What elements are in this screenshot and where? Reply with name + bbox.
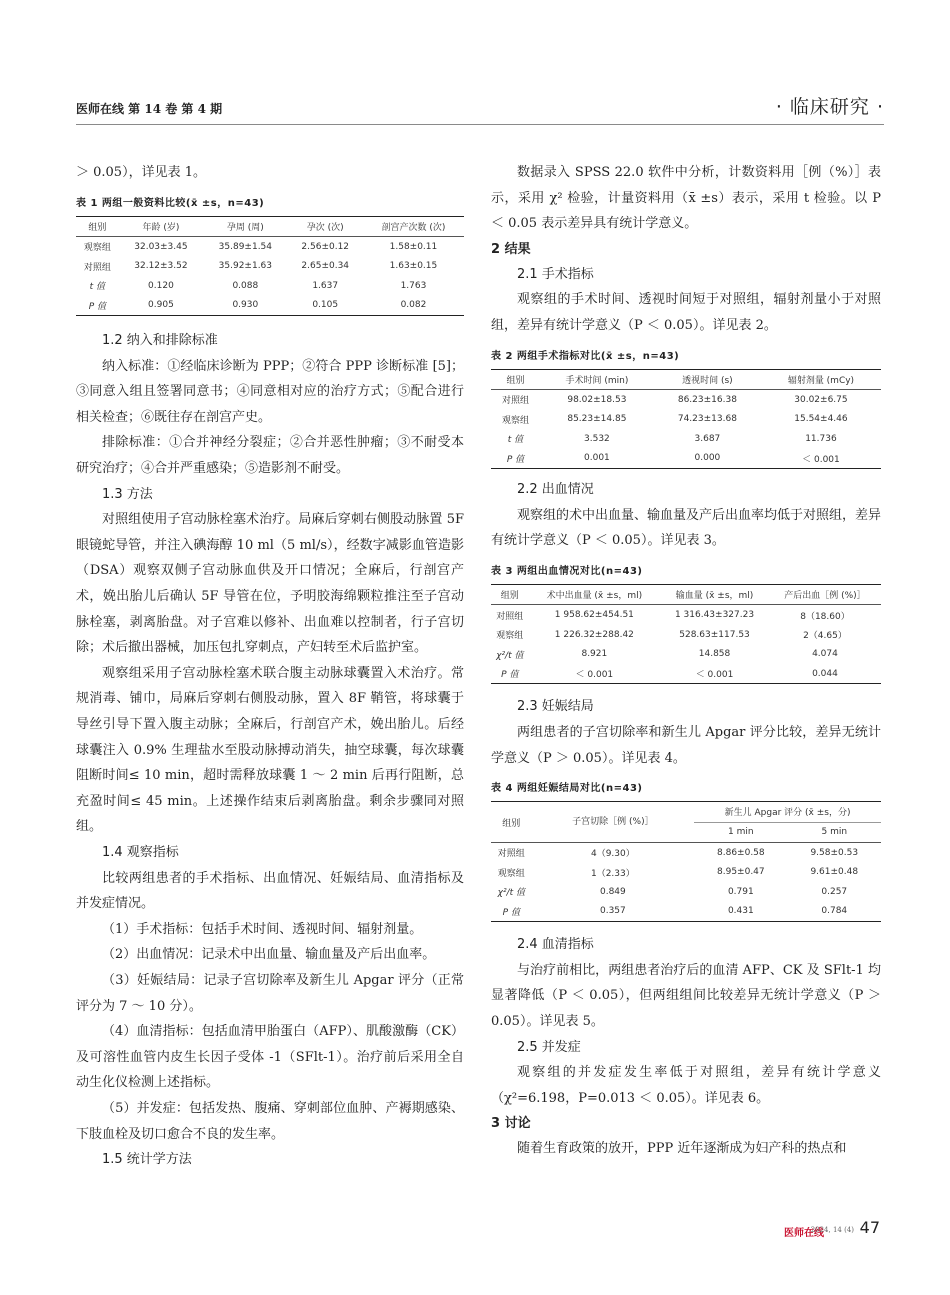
bleeding-paragraph: 观察组的术中出血量、输血量及产后出血率均低于对照组，差异有统计学意义（P ＜ 0.05）。详见表 3。 xyxy=(491,507,882,549)
cell: 30.02±6.75 xyxy=(794,394,848,405)
cell: 观察组 xyxy=(83,243,111,254)
table4-caption: 表 4 两组妊娠结局对比(n=43) xyxy=(491,783,643,795)
section-2-3-heading: 2.3 妊娠结局 xyxy=(517,699,594,715)
discussion-paragraph: 随着生育政策的放开，PPP 近年逐渐成为妇产科的热点和 xyxy=(517,1141,847,1157)
cell: 1.637 xyxy=(312,280,339,291)
cell: 2.65±0.34 xyxy=(301,261,350,272)
surgery-indicators-paragraph: 观察组的手术时间、透视时间短于对照组，辐射剂量小于对照组，差异有统计学意义（P ＜ 0.05）。详见表 2。 xyxy=(491,292,881,333)
cell: 2（4.65） xyxy=(803,631,847,642)
cell: 86.23±16.38 xyxy=(677,394,737,405)
cell: P 值 xyxy=(491,664,529,684)
table4-header: 组别 xyxy=(491,802,532,843)
table-row xyxy=(491,625,881,645)
section-2-5-heading: 2.5 并发症 xyxy=(517,1039,581,1055)
cell: 1 958.62±454.51 xyxy=(554,610,634,621)
table1-caption: 表 1 两组一般资料比较(x̄ ±s，n=43) xyxy=(76,197,265,209)
table4-header: 5 min xyxy=(788,822,881,843)
cell: 15.54±4.46 xyxy=(794,414,848,425)
table4 xyxy=(491,801,881,922)
cell: 9.61±0.48 xyxy=(810,867,859,878)
cell: 0.930 xyxy=(203,296,287,316)
cell: 0.257 xyxy=(821,886,848,897)
cell: 2.56±0.12 xyxy=(301,241,350,252)
table-row xyxy=(491,882,881,902)
complication-paragraph: 观察组的并发症发生率低于对照组，差异有统计学意义（χ²=6.198，P=0.013 ＜ 0.05）。详见表 6。 xyxy=(491,1065,881,1106)
cell: 0.791 xyxy=(727,886,754,897)
control-method-paragraph: 对照组使用子宫动脉栓塞术治疗。局麻后穿刺右侧股动脉置 5F 眼镜蛇导管，并注入碘海醇 10 ml（5 ml/s），经数字减影血管造影（DSA）观察双侧子宫动脉血供及开口情况；全麻后，行剖宫产术，娩出胎儿后确认 5F 导管在位，予明胶海绵颗粒推注至子宫动脉栓塞，剥离胎盘。对子宫难以修补、出血难以控制者，行子宫切除；术后撤出器械，加压包扎穿刺点，产妇转至术后监护室。 xyxy=(76,512,464,656)
table-row xyxy=(76,257,464,277)
table2-header: 透视时间 (s) xyxy=(654,369,761,390)
cell: 0.000 xyxy=(654,449,761,469)
cell: ＜ 0.001 xyxy=(529,664,660,684)
section-label: · 临床研究 · xyxy=(775,96,884,118)
indicator-item: （2）出血情况：记录术中出血量、输血量及产后出血率。 xyxy=(102,947,436,963)
section-1-5-heading: 1.5 统计学方法 xyxy=(102,1152,192,1168)
cell: 1（2.33） xyxy=(590,868,635,879)
table-row xyxy=(491,664,881,684)
table1-header: 年龄 (岁) xyxy=(119,216,203,237)
cell: 0.784 xyxy=(788,902,881,922)
indicator-item: （5）并发症：包括发热、腹痛、穿刺部位血肿、产褥期感染、下肢血栓及切口愈合不良的发生率。 xyxy=(76,1100,464,1142)
cell: 对照组 xyxy=(501,396,529,407)
page-number: 47 xyxy=(859,1218,880,1237)
table-row xyxy=(76,296,464,316)
indicator-item: （4）血清指标：包括血清甲胎蛋白（AFP）、肌酸激酶（CK）及可溶性血管内皮生长因子受体 -1（SFlt-1）。治疗前后采用全自动生化仪检测上述指标。 xyxy=(76,1024,464,1091)
table3 xyxy=(491,584,881,685)
table4-header: 子宫切除［例 (%)］ xyxy=(532,802,695,843)
cell: 8（18.60） xyxy=(800,611,850,622)
table2 xyxy=(491,369,881,470)
cell: 74.23±13.68 xyxy=(677,414,737,425)
section-2-4-heading: 2.4 血清指标 xyxy=(517,937,594,953)
cell: 0.905 xyxy=(119,296,203,316)
cell: 0.088 xyxy=(232,280,259,291)
table-row xyxy=(491,429,881,449)
table-row xyxy=(491,390,881,410)
cell: 对照组 xyxy=(83,262,111,273)
cell: 0.105 xyxy=(288,296,363,316)
cell: χ²/t 值 xyxy=(497,888,525,899)
cell: 1.63±0.15 xyxy=(389,261,438,272)
inclusion-criteria: 纳入标准：①经临床诊断为 PPP；②符合 PPP 诊断标准 [5]；③同意入组且签署同意书；④同意相对应的治疗方式；⑤配合进行相关检查；⑥既往存在剖宫产史。 xyxy=(76,358,464,425)
cell: 528.63±117.53 xyxy=(679,629,750,640)
cell: 32.03±3.45 xyxy=(134,241,188,252)
running-header xyxy=(76,98,884,125)
cell: ＜ 0.001 xyxy=(660,664,769,684)
section-1-4-heading: 1.4 观察指标 xyxy=(102,844,179,860)
cell: 1.763 xyxy=(400,280,427,291)
cell: 8.86±0.58 xyxy=(717,847,765,858)
cell: 对照组 xyxy=(497,849,525,860)
table4-header: 新生儿 Apgar 评分 (x̄ ±s，分) xyxy=(694,802,881,823)
cell: 1 316.43±327.23 xyxy=(674,610,755,621)
indicators-paragraph: 比较两组患者的手术指标、出血情况、妊娠结局、血清指标及并发症情况。 xyxy=(76,870,464,912)
cell: 0.120 xyxy=(148,280,174,291)
cell: 0.001 xyxy=(540,449,654,469)
table3-header: 组别 xyxy=(491,584,529,605)
cell: 85.23±14.85 xyxy=(567,414,627,425)
table-row xyxy=(491,644,881,664)
cell: 98.02±18.53 xyxy=(567,394,627,405)
table1-header: 孕次 (次) xyxy=(288,216,363,237)
cell: 8.95±0.47 xyxy=(717,867,765,878)
cell: χ²/t 值 xyxy=(496,650,524,661)
cell: 8.921 xyxy=(581,649,608,660)
cell: 0.082 xyxy=(363,296,464,316)
table1-header: 剖宫产次数 (次) xyxy=(363,216,464,237)
cell: 对照组 xyxy=(496,611,524,622)
table-row xyxy=(491,902,881,922)
cell: 0.431 xyxy=(694,902,787,922)
table-row xyxy=(491,605,881,625)
cell: ＜ 0.001 xyxy=(761,449,881,469)
cell: 3.532 xyxy=(584,433,610,444)
table3-caption: 表 3 两组出血情况对比(n=43) xyxy=(491,565,643,577)
cell: 4.074 xyxy=(812,649,838,660)
table3-header: 输血量 (x̄ ±s，ml) xyxy=(660,584,769,605)
section-2-heading: 2 结果 xyxy=(491,241,531,257)
cell: 35.92±1.63 xyxy=(218,261,273,272)
cell: t 值 xyxy=(507,435,524,446)
table2-caption: 表 2 两组手术指标对比(x̄ ±s，n=43) xyxy=(491,350,680,362)
cell: 35.89±1.54 xyxy=(218,241,273,252)
right-column xyxy=(491,160,881,1162)
section-2-2-heading: 2.2 出血情况 xyxy=(517,482,594,498)
cell: P 值 xyxy=(491,449,540,469)
cell: 4（9.30） xyxy=(590,849,635,860)
cell: P 值 xyxy=(76,296,119,316)
table3-header: 术中出血量 (x̄ ±s，ml) xyxy=(529,584,660,605)
table1 xyxy=(76,216,464,317)
cell: 9.58±0.53 xyxy=(810,847,859,858)
section-3-heading: 3 讨论 xyxy=(491,1116,531,1132)
table3-header: 产后出血［例 (%)］ xyxy=(769,584,881,605)
cell: 1.58±0.11 xyxy=(389,241,438,252)
cell: 14.858 xyxy=(698,649,731,660)
journal-logo: 医师在线 xyxy=(784,1228,824,1239)
statistics-paragraph: 数据录入 SPSS 22.0 软件中分析，计数资料用［例（%）］表示，采用 χ² 检验，计量资料用（x̄ ±s）表示，采用 t 检验。以 P ＜ 0.05 表示差异具有统计学意义。 xyxy=(491,165,881,232)
indicator-item: （1）手术指标：包括手术时间、透视时间、辐射剂量。 xyxy=(102,921,423,937)
left-column xyxy=(76,160,464,1173)
section-1-2-heading: 1.2 纳入和排除标准 xyxy=(102,333,218,349)
serum-paragraph: 与治疗前相比，两组患者治疗后的血清 AFP、CK 及 SFlt-1 均显著降低（P ＜ 0.05），但两组组间比较差异无统计学意义（P ＞ 0.05）。详见表 5。 xyxy=(491,962,881,1029)
table1-header: 组别 xyxy=(76,216,119,237)
indicator-item: （3）妊娠结局：记录子宫切除率及新生儿 Apgar 评分（正常评分为 7 ～ 10 分）。 xyxy=(76,972,464,1014)
table-row xyxy=(491,843,881,863)
table-row xyxy=(491,410,881,430)
cell: 观察组 xyxy=(496,631,524,642)
intro-text: ＞ 0.05），详见表 1。 xyxy=(76,165,206,180)
observation-method-paragraph: 观察组采用子宫动脉栓塞术联合腹主动脉球囊置入术治疗。常规消毒、铺巾，局麻后穿刺右侧股动脉，置入 8F 鞘管，将球囊于导丝引导下置入腹主动脉；全麻后，行剖宫产术，娩出胎儿。后经球囊注入 0.9% 生理盐水至股动脉搏动消失，抽空球囊，每次球囊阻断时间≤ 10 min，超时需释放球囊 1 ～ 2 min 后再行阻断，总充盈时间≤ 45 min。上述操作结束后剥离胎盘。剩余步骤同对照组。 xyxy=(76,665,464,835)
table2-header: 组别 xyxy=(491,369,540,390)
cell: 32.12±3.52 xyxy=(134,261,188,272)
section-2-1-heading: 2.1 手术指标 xyxy=(517,266,594,282)
table-row xyxy=(491,449,881,469)
section-1-3-heading: 1.3 方法 xyxy=(102,486,153,502)
table2-header: 手术时间 (min) xyxy=(540,369,654,390)
cell: 0.849 xyxy=(599,886,626,897)
cell: 1 226.32±288.42 xyxy=(554,629,634,640)
exclusion-criteria: 排除标准：①合并神经分裂症；②合并恶性肿瘤；③不耐受本研究治疗；④合并严重感染；⑤造影剂不耐受。 xyxy=(76,435,464,477)
journal-name: 医师在线 第 14 卷 第 4 期 xyxy=(76,102,223,116)
cell: 观察组 xyxy=(501,415,529,426)
cell: 3.687 xyxy=(694,433,721,444)
cell: 0.357 xyxy=(532,902,695,922)
pregnancy-outcome-paragraph: 两组患者的子宫切除率和新生儿 Apgar 评分比较，差异无统计学意义（P ＞ 0.05）。详见表 4。 xyxy=(491,724,881,766)
table1-header: 孕周 (周) xyxy=(203,216,287,237)
cell: 观察组 xyxy=(497,868,525,879)
cell: t 值 xyxy=(89,282,106,293)
cell: 0.044 xyxy=(769,664,881,684)
table4-header: 1 min xyxy=(694,822,787,843)
table-row xyxy=(491,863,881,883)
table-row xyxy=(76,237,464,257)
issue-info: 2024, 14 (4) xyxy=(810,1226,854,1234)
table-row xyxy=(76,276,464,296)
cell: P 值 xyxy=(491,902,532,922)
table2-header: 辐射剂量 (mCy) xyxy=(761,369,881,390)
cell: 11.736 xyxy=(805,433,837,444)
